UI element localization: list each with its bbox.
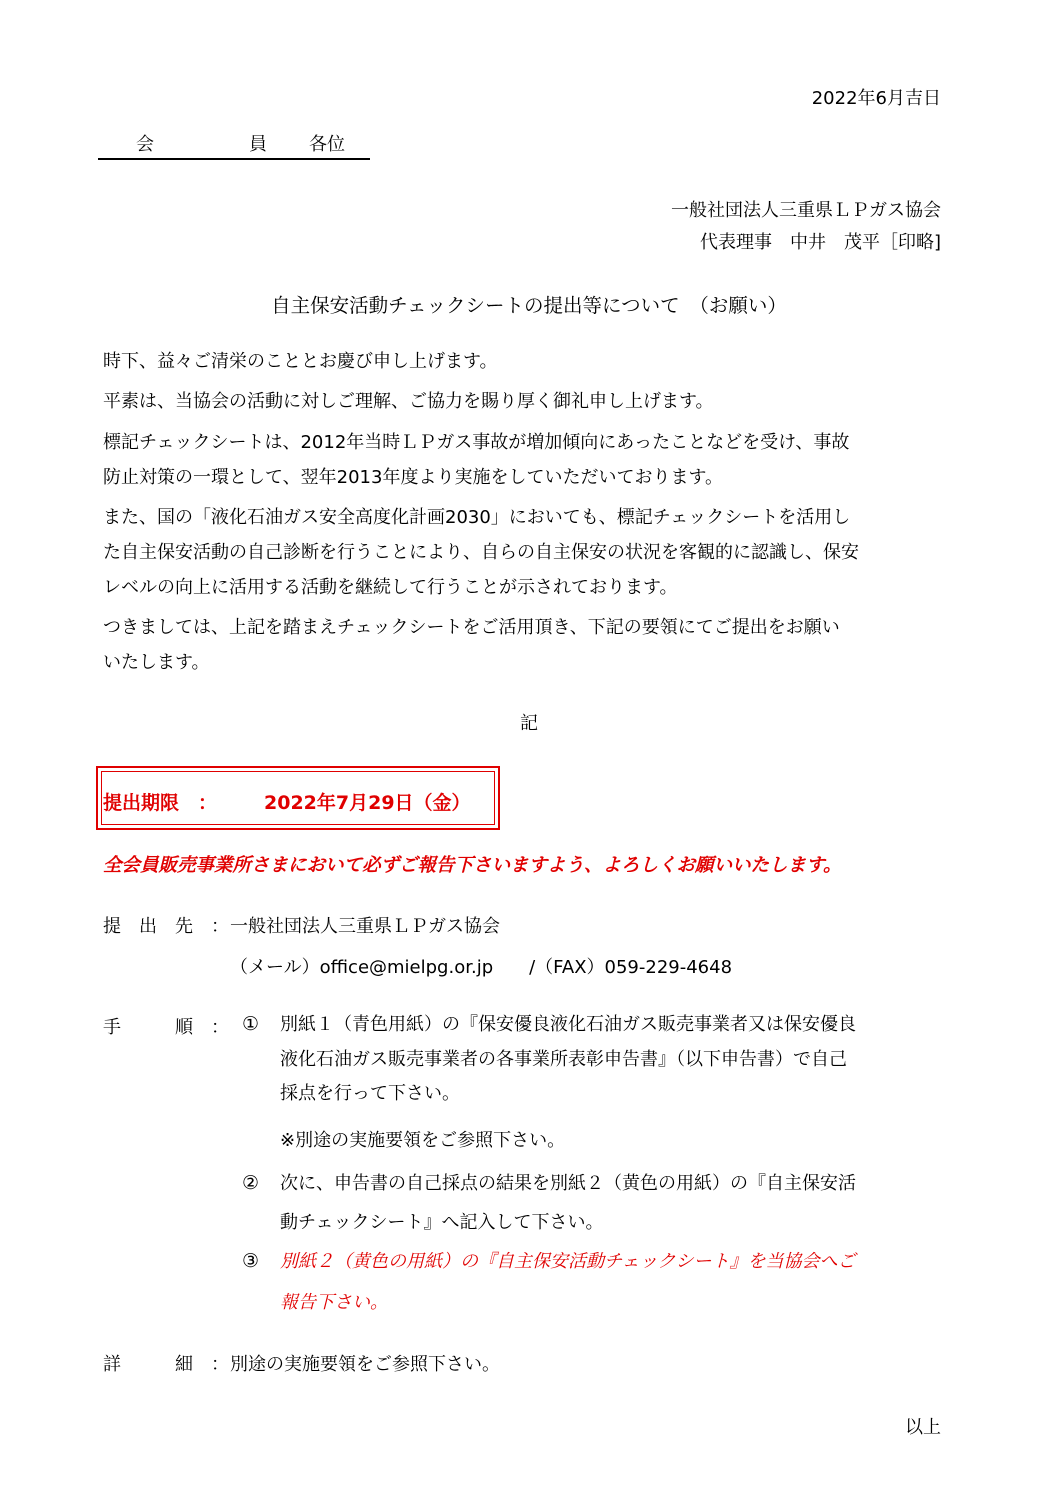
step1-line2: 液化石油ガス販売事業者の各事業所表彰申告書』（以下申告書）で自己 (280, 1049, 847, 1070)
closing-text: 以上 (905, 1417, 941, 1438)
notice-text: 全会員販売事業所さまにおいて必ずご報告下さいますよう、よろしくお願いいたします。 (103, 855, 842, 876)
recipient-part1: 会 (136, 134, 154, 155)
paragraph-request-line1: つきましては、上記を踏まえチェックシートをご活用頂き、下記の要領にてご提出をお願い (103, 617, 840, 638)
sender-representative: 代表理事 中井 茂平［印略] (699, 232, 941, 253)
paragraph-plan-line1: また、国の「液化石油ガス安全高度化計画2030」においても、標記チェックシートを活用し (103, 507, 851, 528)
recipient-line (98, 130, 370, 160)
document-date: 2022年6月吉日 (811, 88, 941, 109)
deadline-value: 2022年7月29日（金） (264, 792, 471, 814)
paragraph-plan-line3: レベルの向上に活用する活動を継続して行うことが示されております。 (103, 577, 678, 598)
paragraph-request-line2: いたします。 (103, 652, 210, 673)
paragraph-plan-line2: た自主保安活動の自己診断を行うことにより、自らの自主保安の状況を客観的に認識し、保安 (103, 542, 859, 563)
destination-contact: （メール）office@mielpg.or.jp /（FAX）059-229-4648 (230, 957, 733, 978)
deadline-label: 提出期限 ： (103, 792, 218, 814)
destination-organization: 一般社団法人三重県ＬＰガス協会 (230, 916, 500, 937)
paragraph-thanks: 平素は、当協会の活動に対しご理解、ご協力を賜り厚く御礼申し上げます。 (103, 391, 714, 412)
detail-text: 別途の実施要領をご参照下さい。 (230, 1354, 500, 1375)
step3-line2: 報告下さい。 (280, 1292, 388, 1313)
step1-line1: 別紙１（青色用紙）の『保安優良液化石油ガス販売事業者又は保安優良 (280, 1014, 856, 1035)
step1-line3: 採点を行って下さい。 (280, 1083, 460, 1104)
paragraph-greeting: 時下、益々ご清栄のこととお慶び申し上げます。 (103, 351, 498, 372)
document-title: 自主保安活動チェックシートの提出等について （お願い） (271, 294, 787, 317)
step2-line1: 次に、申告書の自己採点の結果を別紙２（黄色の用紙）の『自主保安活 (280, 1173, 856, 1194)
step3-number: ③ (242, 1250, 260, 1272)
ki-marker: 記 (520, 713, 538, 734)
recipient-part3: 各位 (309, 134, 345, 155)
procedure-label: 手 順 ： (103, 1017, 229, 1038)
paragraph-background-line1: 標記チェックシートは、2012年当時ＬＰガス事故が増加傾向にあったことなどを受け、事故 (103, 432, 850, 453)
destination-label: 提 出 先 ： (103, 916, 229, 937)
step3-line1: 別紙２（黄色の用紙）の『自主保安活動チェックシート』を当協会へご (280, 1251, 856, 1272)
step1-note: ※別途の実施要領をご参照下さい。 (280, 1130, 566, 1151)
paragraph-background-line2: 防止対策の一環として、翌年2013年度より実施をしていただいております。 (103, 467, 724, 488)
step2-line2: 動チェックシート』へ記入して下さい。 (280, 1212, 604, 1233)
recipient-part2: 員 (249, 134, 267, 155)
sender-organization: 一般社団法人三重県ＬＰガス協会 (671, 200, 941, 221)
step2-number: ② (242, 1172, 260, 1194)
detail-label: 詳 細 ： (103, 1354, 229, 1375)
step1-number: ① (242, 1013, 260, 1035)
